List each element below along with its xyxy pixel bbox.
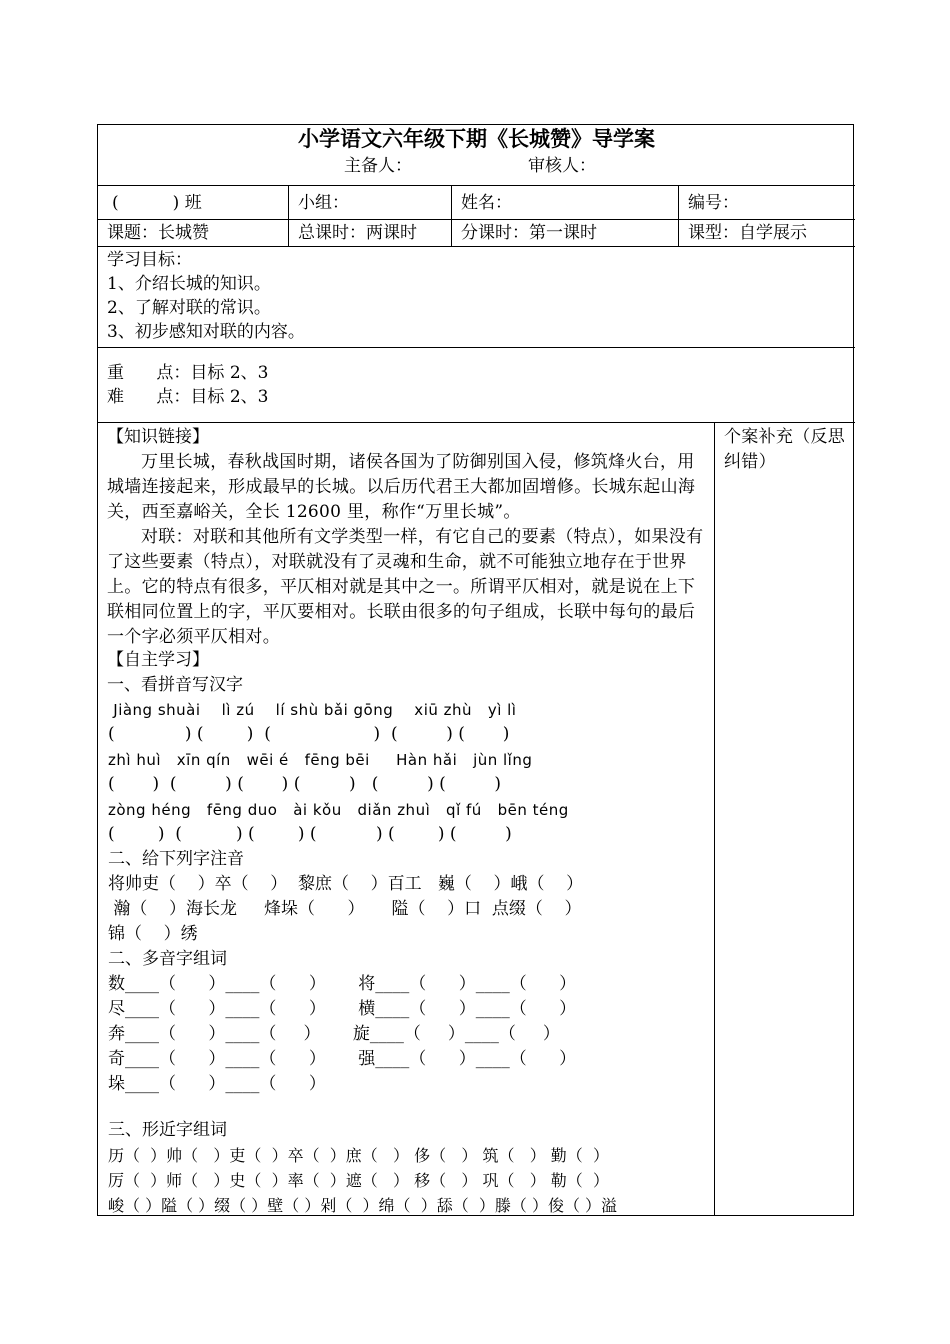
similar-char-line: 厉（ ）师（ ）史（ ）率（ ）遮（ ） 移（ ） 巩（ ） 勒（ ）	[108, 1171, 609, 1190]
section-title: 二、多音字组词	[108, 949, 227, 969]
class-field: ( ) 班	[112, 193, 202, 213]
lesson-type: 课型：自学展示	[688, 223, 807, 243]
row-divider	[98, 185, 855, 186]
knowledge-heading: 【知识链接】	[107, 427, 209, 447]
polyphone-line: 垛____（ ）____（ ）	[108, 1074, 326, 1094]
col-divider	[678, 185, 679, 246]
section-title: 三、形近字组词	[108, 1120, 227, 1140]
group-field: 小组：	[298, 193, 349, 213]
similar-char-line: 峻（ ）隘（ ）缀（ ）壁（ ）剁（ ）绵（ ）舔（ ）滕（ ）俊（ ）溢	[108, 1196, 618, 1215]
page-title: 小学语文六年级下期《长城赞》导学案	[298, 126, 655, 151]
col-divider	[451, 185, 452, 246]
self-study-heading: 【自主学习】	[107, 650, 209, 670]
goal-item: 3、初步感知对联的内容。	[107, 322, 305, 342]
annotation-line: 瀚（ ）海长龙 烽垛（ ） 隘（ ）口 点缀（ ）	[108, 899, 582, 919]
row-divider	[98, 347, 855, 348]
knowledge-para-couplet: 对联：对联和其他所有文学类型一样，有它自己的要素（特点），如果没有了这些要素（特点），对联就没有了灵魂和生命，就不可能独立地存在于世界上。它的特点有很多，平仄相对就是其中之一。所谓平仄相对，就是说在上下联相同位置上的字，平仄要相对。长联由很多的句子组成，长联中每句的最后一个字必须平仄相对。	[107, 527, 704, 647]
preparer-label: 主备人：	[344, 156, 412, 176]
answer-blanks: ( ) ( ) ( ) ( ) ( ) ( )	[108, 774, 502, 794]
polyphone-line: 尽____（ ）____（ ） 横____（ ）____（ ）	[108, 999, 577, 1019]
polyphone-line: 奔____（ ）____（ ） 旋____（ ）____（ ）	[108, 1024, 560, 1044]
reviewer-label: 审核人：	[528, 156, 596, 176]
key-point: 重 点：目标 2、3	[107, 363, 269, 383]
total-periods: 总课时：两课时	[298, 223, 417, 243]
col-divider	[288, 185, 289, 246]
polyphone-line: 奇____（ ）____（ ） 强____（ ）____（ ）	[108, 1049, 577, 1069]
side-note: 个案补充（反思纠错）	[724, 427, 846, 472]
section-title: 一、看拼音写汉字	[107, 675, 243, 695]
section-title: 二、给下列字注音	[108, 849, 244, 869]
pinyin-line: zhì huì xīn qín wēi é fēng bēi Hàn hǎi jùn lǐng	[108, 751, 533, 769]
row-divider	[98, 219, 855, 220]
knowledge-para-greatwall: 万里长城，春秋战国时期，诸侯各国为了防御别国入侵，修筑烽火台，用城墙连接起来，形成最早的长城。以后历代君王大都加固增修。长城东起山海关，西至嘉峪关，全长 12600 里，称作“万里长城”。	[107, 452, 696, 522]
goal-item: 1、介绍长城的知识。	[107, 274, 271, 294]
answer-blanks: ( ) ( ) ( ) ( ) ( ) ( )	[108, 824, 512, 844]
answer-blanks: ( ) ( ) ( ) ( ) ( )	[108, 724, 510, 744]
number-field: 编号：	[688, 193, 739, 213]
worksheet-table	[97, 124, 854, 1216]
row-divider	[98, 246, 855, 247]
annotation-line: 将帅吏（ ）卒（ ） 黎庶（ ）百工 巍（ ）峨（ ）	[108, 874, 584, 894]
col-divider	[714, 422, 715, 1216]
annotation-line: 锦（ ）绣	[108, 924, 198, 944]
row-divider	[98, 422, 855, 423]
sub-period: 分课时：第一课时	[461, 223, 597, 243]
lesson-topic: 课题：长城赞	[107, 223, 209, 243]
pinyin-line: zòng héng fēng duo ài kǒu diǎn zhuì qǐ fú bēn téng	[108, 801, 569, 819]
goal-item: 2、了解对联的常识。	[107, 298, 271, 318]
polyphone-line: 数____（ ）____（ ） 将____（ ）____（ ）	[108, 974, 577, 994]
pinyin-line: Jiàng shuài lì zú lí shù bǎi gōng xiū zhù yì lì	[108, 701, 517, 719]
goals-heading: 学习目标：	[107, 250, 192, 270]
difficult-point: 难 点：目标 2、3	[107, 387, 269, 407]
similar-char-line: 历（ ）帅（ ）吏（ ）卒（ ）庶（ ） 侈（ ） 筑（ ） 勤（ ）	[108, 1146, 609, 1165]
name-field: 姓名：	[461, 193, 512, 213]
